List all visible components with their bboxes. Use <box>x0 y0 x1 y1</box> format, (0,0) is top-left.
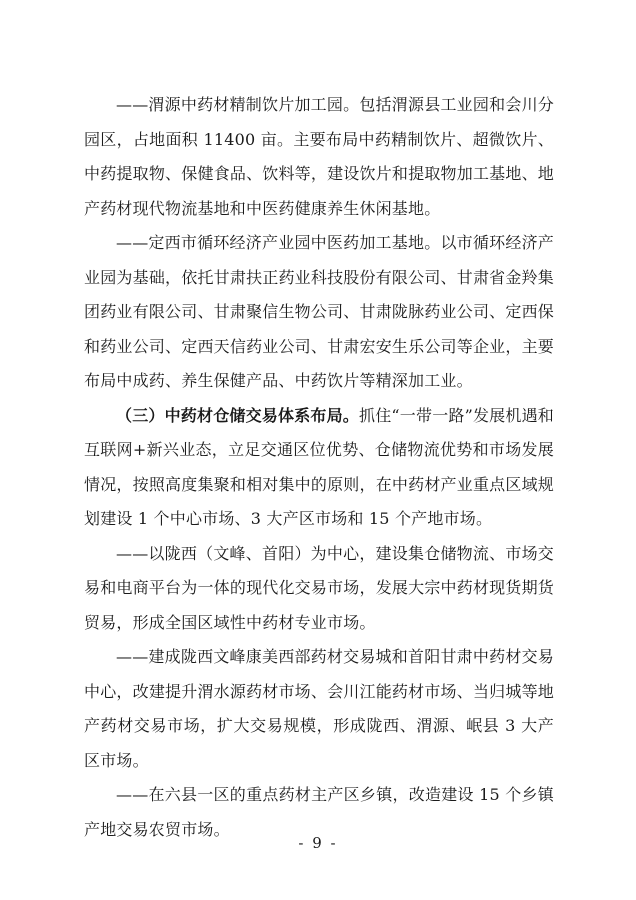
item-township-markets: ——在六县一区的重点药材主产区乡镇，改造建设 15 个乡镇产地交易农贸市场。 <box>84 785 554 839</box>
document-body <box>84 88 554 847</box>
item-longxi-center: ——以陇西（文峰、首阳）为中心，建设集仓储物流、市场交易和电商平台为一体的现代化交易市场，发展大宗中药材现货期货贸易，形成全国区域性中药材专业市场。 <box>84 543 554 632</box>
page-number: - 9 - <box>298 834 338 852</box>
section-paragraph <box>84 399 554 537</box>
item-market-construction: ——建成陇西文峰康美西部药材交易城和首阳甘肃中药材交易中心，改建提升渭水源药材市场、会川江能药材市场、当归城等地产药材交易市场，扩大交易规模，形成陇西、渭源、岷县 3 大产区市场。 <box>84 647 554 770</box>
paragraph-weiyuan-park: ——渭源中药材精制饮片加工园。包括渭源县工业园和会川分园区，占地面积 11400 亩。主要布局中药精制饮片、超微饮片、中药提取物、保健食品、饮料等，建设饮片和提取物加工基地、地产药材现代物流基地和中医药健康养生休闲基地。 <box>84 95 554 218</box>
section-heading: （三）中药材仓储交易体系布局。 <box>116 405 360 425</box>
section-body: 抓住“一带一路”发展机遇和互联网+新兴业态，立足交通区位优势、仓储物流优势和市场发展情况，按照高度集聚和相对集中的原则，在中药材产业重点区域规划建设 1 个中心市场、3 大产区市场和 15 个产地市场。 <box>84 405 554 528</box>
paragraph-dingxi-base: ——定西市循环经济产业园中医药加工基地。以市循环经济产业园为基础，依托甘肃扶正药业科技股份有限公司、甘肃省金羚集团药业有限公司、甘肃聚信生物公司、甘肃陇脉药业公司、定西保和药业公司、定西天信药业公司、甘肃宏安生乐公司等企业，主要布局中成药、养生保健产品、中药饮片等精深加工业。 <box>84 233 554 390</box>
